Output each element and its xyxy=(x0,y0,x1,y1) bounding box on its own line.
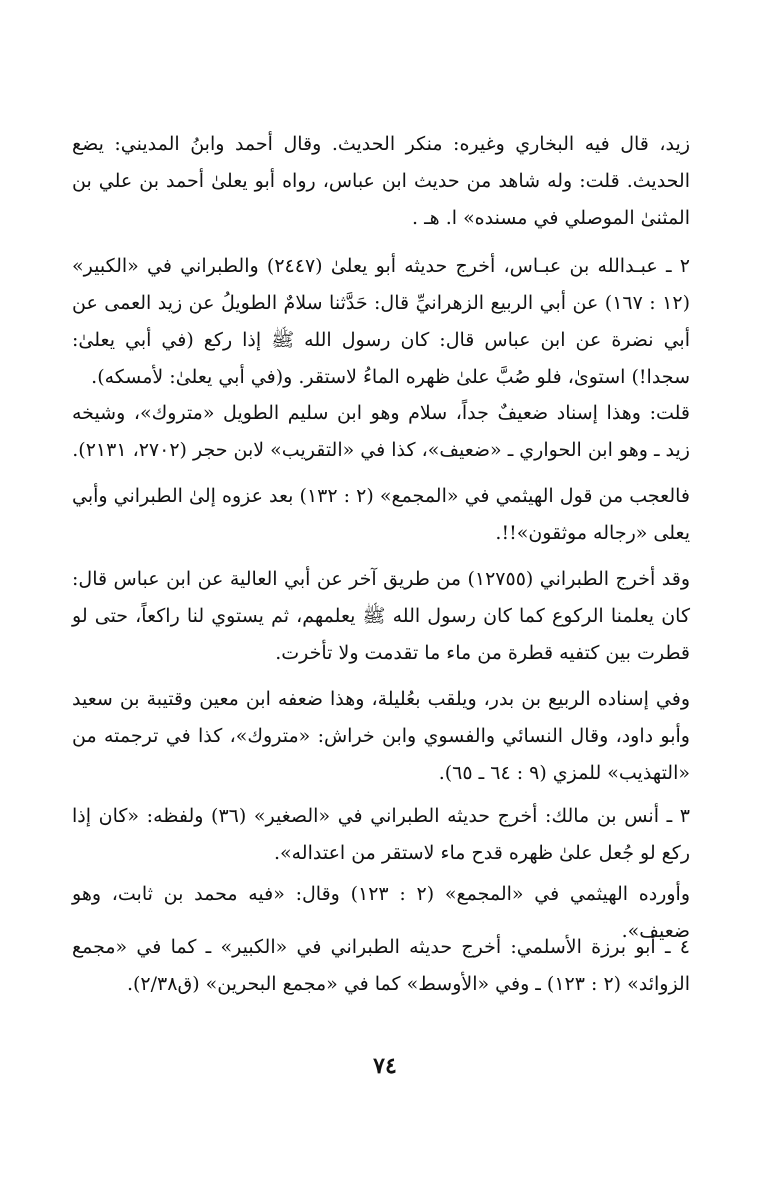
paragraph-haythami-mention: وأورده الهيثمي في «المجمع» (٢ : ١٢٣) وقال: «فيه محمد بن ثابت، وهو ضعيف». xyxy=(72,883,690,942)
page-number: ٧٤ xyxy=(373,1053,397,1079)
paragraph-rabi-ibn-badr: وفي إسناده الربيع بن بدر، ويلقب بعُليلة، وهذا ضعفه ابن معين وقتيبة بن سعيد وأبو داود، وقال النسائي والفسوي وابن خراش: «متروك»، كذا في ترجمته من «التهذيب» للمزي (٩ : ٦٤ ـ ٦٥). xyxy=(72,688,690,784)
paragraph-abu-barzah: ٤ ـ أبو برزة الأسلمي: أخرج حديثه الطبراني في «الكبير» ـ كما في «مجمع الزوائد» (٢ : ١٢٣) ـ وفي «الأوسط» كما في «مجمع البحرين» (ق٢/٣٨). xyxy=(72,936,690,995)
paragraph-isnad-weak: قلت: وهذا إسناد ضعيفٌ جداً، سلام وهو ابن سليم الطويل «متروك»، وشيخه زيد ـ وهو ابن الحواري ـ «ضعيف»، كذا في «التقريب» لابن حجر (٢٧٠٢، ٢١٣١). xyxy=(72,402,690,461)
paragraph-tabarani-other-route: وقد أخرج الطبراني (١٢٧٥٥) من طريق آخر عن أبي العالية عن ابن عباس قال: كان يعلمنا الركوع كما كان رسول الله ﷺ يعلمهم، ثم يستوي لنا راكعاً، حتى لو قطرت بين كتفيه قطرة من ماء ما تقدمت ولا تأخرت. xyxy=(72,568,690,664)
paragraph-anas-ibn-malik: ٣ ـ أنس بن مالك: أخرج حديثه الطبراني في «الصغير» (٣٦) ولفظه: «كان إذا ركع لو جُعل علىٰ ظهره قدح ماء لاستقر من اعتداله». xyxy=(72,805,691,864)
paragraph-continuation: زيد، قال فيه البخاري وغيره: منكر الحديث. وقال أحمد وابنُ المديني: يضع الحديث. قلت: وله شاهد من حديث ابن عباس، رواه أبو يعلىٰ أحمد بن علي بن المثنىٰ الموصلي في مسنده» ا. هـ . xyxy=(72,133,690,229)
paragraph-ibn-abbas: ٢ ـ عبـدالله بن عبـاس، أخرج حديثه أبو يعلىٰ (٢٤٤٧) والطبراني في «الكبير» (١٢ : ١٦٧) عن أبي الربيع الزهرانيِّ قال: حَدَّثنا سلامٌ الطويلُ عن زيد العمى عن أبي نضرة عن ابن عباس قال: كان رسول الله ﷺ إذا ركع (في أبي يعلىٰ: سجدا!) استوىٰ، فلو صُبَّ علىٰ ظهره الماءُ لاستقر. و(في أبي يعلىٰ: لأمسكه). xyxy=(72,255,691,388)
paragraph-haythami-wonder: فالعجب من قول الهيثمي في «المجمع» (٢ : ١٣٢) بعد عزوه إلىٰ الطبراني وأبي يعلى «رجاله موثقون»!!. xyxy=(72,485,691,544)
